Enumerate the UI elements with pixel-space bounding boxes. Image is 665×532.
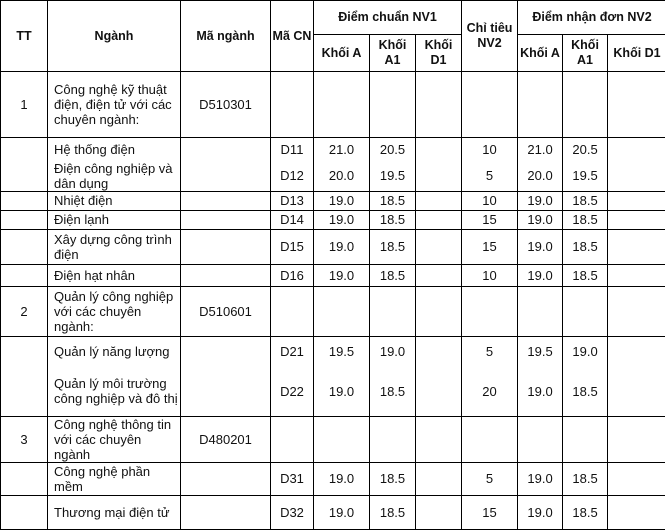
table-row (1, 210, 665, 229)
header-ma-nganh: Mã ngành (181, 1, 271, 72)
cell-chi-tieu: 15 (462, 210, 518, 229)
cell-nv1-a: 19.5 (314, 336, 370, 367)
cell-nv1-d1 (416, 161, 462, 192)
cell-nv2-a1: 18.5 (563, 495, 608, 529)
header-tt: TT (1, 1, 48, 72)
cell-nv2-a: 19.0 (518, 229, 563, 264)
cell-nganh: Hệ thống điện (48, 138, 181, 161)
cell-nv1-a1: 18.5 (370, 191, 416, 210)
cell-nv2-d1 (608, 229, 665, 264)
header-nv2-khoi-d1: Khối D1 (608, 35, 665, 72)
table-body (1, 72, 665, 530)
cell-tt: 2 (1, 286, 48, 336)
header-nv2-khoi-a: Khối A (518, 35, 563, 72)
cell-ma-nganh (181, 229, 271, 264)
cell-chi-tieu: 10 (462, 264, 518, 286)
cell-ma-cn: D31 (271, 462, 314, 495)
cell-nv1-a1: 20.5 (370, 138, 416, 161)
cell-nganh: Điện công nghiệp và dân dụng (48, 161, 181, 192)
cell-nganh: Thương mại điện tử (48, 495, 181, 529)
table-row (1, 191, 665, 210)
cell-ma-nganh (181, 138, 271, 161)
cell-nv1-a (314, 72, 370, 138)
cell-nv1-a1: 18.5 (370, 495, 416, 529)
cell-nv2-a (518, 72, 563, 138)
cell-nv1-a: 19.0 (314, 229, 370, 264)
cell-nv1-a1 (370, 286, 416, 336)
cell-tt (1, 336, 48, 367)
cell-ma-cn: D14 (271, 210, 314, 229)
cell-nv2-a: 19.0 (518, 210, 563, 229)
cell-nv1-a: 19.0 (314, 264, 370, 286)
cell-nv2-a1: 19.5 (563, 161, 608, 192)
header-nv1-khoi-d1: Khối D1 (416, 35, 462, 72)
cell-nv1-d1 (416, 336, 462, 367)
cell-chi-tieu: 15 (462, 495, 518, 529)
cell-ma-nganh (181, 462, 271, 495)
cell-nganh: Quản lý năng lượng (48, 336, 181, 367)
cell-ma-cn: D32 (271, 495, 314, 529)
cell-nv1-a: 19.0 (314, 462, 370, 495)
header-nv1-khoi-a1: Khối A1 (370, 35, 416, 72)
cell-nv2-a1: 18.5 (563, 367, 608, 416)
cell-chi-tieu: 20 (462, 367, 518, 416)
header-diem-chuan-nv1: Điểm chuẩn NV1 (314, 1, 462, 35)
cell-nv1-a: 19.0 (314, 367, 370, 416)
header-nv1-khoi-a: Khối A (314, 35, 370, 72)
cell-tt: 3 (1, 416, 48, 462)
header-ma-cn: Mã CN (271, 1, 314, 72)
cell-tt (1, 191, 48, 210)
cell-nv2-a1 (563, 416, 608, 462)
cell-ma-cn: D11 (271, 138, 314, 161)
cell-chi-tieu (462, 286, 518, 336)
table-row (1, 367, 665, 416)
cell-nv2-a: 19.0 (518, 462, 563, 495)
table-row (1, 264, 665, 286)
cell-chi-tieu: 5 (462, 161, 518, 192)
cell-nganh: Điện hạt nhân (48, 264, 181, 286)
table-row (1, 138, 665, 161)
cell-nv1-a1: 18.5 (370, 229, 416, 264)
cell-nv1-a1: 18.5 (370, 264, 416, 286)
cell-nv2-a1: 20.5 (563, 138, 608, 161)
cell-nv2-a: 19.5 (518, 336, 563, 367)
cell-ma-cn (271, 416, 314, 462)
cell-nv1-a1: 18.5 (370, 210, 416, 229)
cell-nv2-d1 (608, 264, 665, 286)
cell-nv1-d1 (416, 416, 462, 462)
cell-tt (1, 210, 48, 229)
cell-ma-cn: D12 (271, 161, 314, 192)
cell-ma-cn: D21 (271, 336, 314, 367)
cell-ma-nganh (181, 161, 271, 192)
cell-nv1-a: 19.0 (314, 191, 370, 210)
cell-nganh: Quản lý môi trường công nghiệp và đô thị (48, 367, 181, 416)
cell-nv2-a1 (563, 72, 608, 138)
header-diem-nhan-don-nv2: Điểm nhận đơn NV2 (518, 1, 665, 35)
cell-tt (1, 367, 48, 416)
cell-nv2-d1 (608, 191, 665, 210)
cell-nv2-d1 (608, 161, 665, 192)
cell-nv2-a: 21.0 (518, 138, 563, 161)
cell-nv2-a1: 18.5 (563, 229, 608, 264)
table-row (1, 229, 665, 264)
cell-tt (1, 462, 48, 495)
cell-nganh: Công nghệ phần mềm (48, 462, 181, 495)
cell-chi-tieu: 10 (462, 138, 518, 161)
cell-nv1-a1: 19.5 (370, 161, 416, 192)
cell-tt: 1 (1, 72, 48, 138)
cell-chi-tieu: 15 (462, 229, 518, 264)
cell-nv2-d1 (608, 72, 665, 138)
cell-nv1-a: 19.0 (314, 210, 370, 229)
header-chi-tieu-nv2: Chỉ tiêu NV2 (462, 1, 518, 72)
cell-tt (1, 264, 48, 286)
cell-nv1-a1 (370, 416, 416, 462)
cell-nv1-d1 (416, 286, 462, 336)
table-row (1, 336, 665, 367)
table-row (1, 416, 665, 462)
cell-chi-tieu (462, 416, 518, 462)
cell-nv1-a1: 18.5 (370, 367, 416, 416)
cell-nv2-d1 (608, 210, 665, 229)
cell-ma-cn (271, 286, 314, 336)
cell-ma-nganh (181, 495, 271, 529)
cell-tt (1, 495, 48, 529)
cell-nv2-d1 (608, 462, 665, 495)
cell-ma-nganh (181, 367, 271, 416)
cell-nv1-d1 (416, 191, 462, 210)
cell-ma-nganh (181, 264, 271, 286)
cell-nv2-a1: 18.5 (563, 462, 608, 495)
cell-nganh: Điện lạnh (48, 210, 181, 229)
cell-nv2-a1 (563, 286, 608, 336)
cell-nganh: Xây dựng công trình điện (48, 229, 181, 264)
cell-nv1-a (314, 416, 370, 462)
cell-nv1-a: 19.0 (314, 495, 370, 529)
cell-nv2-d1 (608, 286, 665, 336)
cell-nv1-a: 21.0 (314, 138, 370, 161)
cell-ma-cn: D22 (271, 367, 314, 416)
cell-ma-nganh: D510301 (181, 72, 271, 138)
cell-nv1-a1: 19.0 (370, 336, 416, 367)
cell-nv1-d1 (416, 138, 462, 161)
cell-nv2-a: 19.0 (518, 495, 563, 529)
cell-nv2-d1 (608, 336, 665, 367)
cell-tt (1, 138, 48, 161)
cell-tt (1, 161, 48, 192)
cell-nv2-d1 (608, 367, 665, 416)
cell-ma-cn (271, 72, 314, 138)
cell-nv2-a: 20.0 (518, 161, 563, 192)
table-row (1, 72, 665, 138)
cell-nv1-d1 (416, 210, 462, 229)
cell-tt (1, 229, 48, 264)
cell-ma-nganh (181, 191, 271, 210)
header-nganh: Ngành (48, 1, 181, 72)
cell-nv1-a: 20.0 (314, 161, 370, 192)
cell-ma-nganh: D480201 (181, 416, 271, 462)
cell-nv2-a (518, 416, 563, 462)
cell-nv1-a1 (370, 72, 416, 138)
cell-nganh: Quản lý công nghiệp với các chuyên ngành: (48, 286, 181, 336)
table-row (1, 462, 665, 495)
table-row (1, 161, 665, 192)
cell-chi-tieu: 5 (462, 462, 518, 495)
cell-nv1-a1: 18.5 (370, 462, 416, 495)
cell-nganh: Nhiệt điện (48, 191, 181, 210)
cell-nv2-d1 (608, 416, 665, 462)
cell-chi-tieu (462, 72, 518, 138)
cell-nv1-d1 (416, 462, 462, 495)
cell-nv2-a: 19.0 (518, 191, 563, 210)
cell-nv2-a: 19.0 (518, 264, 563, 286)
cell-nv1-a (314, 286, 370, 336)
table-row (1, 286, 665, 336)
cell-chi-tieu: 10 (462, 191, 518, 210)
cell-nv1-d1 (416, 367, 462, 416)
cell-nv2-a1: 18.5 (563, 191, 608, 210)
cell-ma-nganh: D510601 (181, 286, 271, 336)
cell-nv2-a (518, 286, 563, 336)
cell-nganh: Công nghệ kỹ thuật điện, điện tử với các chuyên ngành: (48, 72, 181, 138)
cell-ma-nganh (181, 210, 271, 229)
cell-nv2-a1: 18.5 (563, 210, 608, 229)
cell-nv1-d1 (416, 72, 462, 138)
cell-nv1-d1 (416, 264, 462, 286)
cell-chi-tieu: 5 (462, 336, 518, 367)
cell-ma-cn: D13 (271, 191, 314, 210)
cell-nv2-d1 (608, 495, 665, 529)
table-row (1, 495, 665, 529)
cell-ma-nganh (181, 336, 271, 367)
cell-nv2-d1 (608, 138, 665, 161)
cell-nv1-d1 (416, 495, 462, 529)
cell-nganh: Công nghệ thông tin với các chuyên ngành (48, 416, 181, 462)
cell-nv2-a: 19.0 (518, 367, 563, 416)
cell-ma-cn: D15 (271, 229, 314, 264)
header-nv2-khoi-a1: Khối A1 (563, 35, 608, 72)
cell-ma-cn: D16 (271, 264, 314, 286)
cell-nv2-a1: 18.5 (563, 264, 608, 286)
cell-nv1-d1 (416, 229, 462, 264)
cell-nv2-a1: 19.0 (563, 336, 608, 367)
